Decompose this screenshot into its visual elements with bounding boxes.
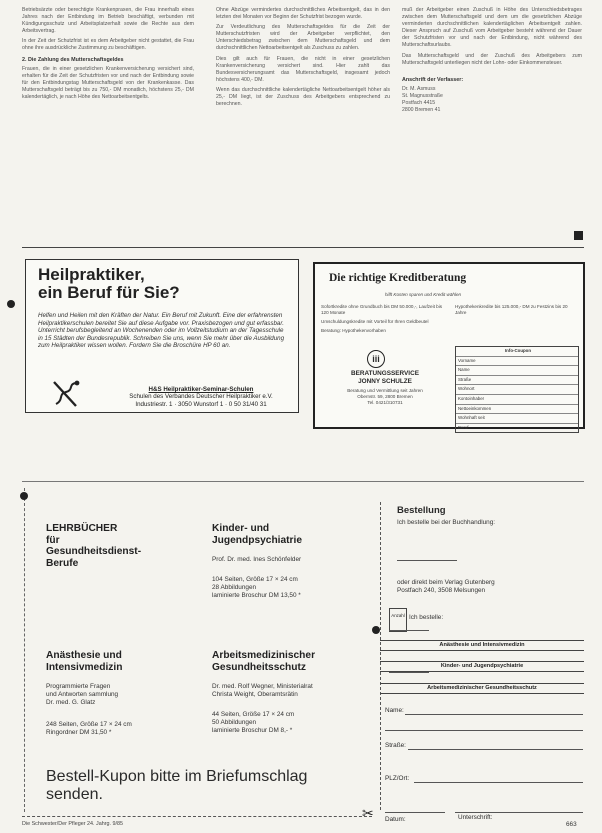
ad-kredit-company: BERATUNGSSERVICE JONNY SCHULZE — [351, 370, 419, 385]
page-number: 663 — [566, 821, 577, 828]
qty-box — [389, 608, 407, 632]
order-blank-line — [397, 560, 457, 561]
article-paragraph: muß der Arbeitgeber einen Zuschuß in Höhe des Unterschiedsbetrages zwischen dem Mutterschaftsgeld und dem um die gesetzlichen Abzüge verminderten durchschnittlichen kalendertäglichen Arbeitsentgelt zahlen. Dieser Anspruch auf Zuschuß vom Arbeitgeber besteht während der Dauer der Schutzfristen vor und nach der Entbindung, nicht während des Mutterschaftsurlaubs. — [402, 7, 582, 49]
coupon-note: Bestell-Kupon bitte im Briefumschlag senden. — [46, 768, 308, 803]
ad-heilpraktiker-sender: H&S Heilpraktiker-Seminar-Schulen Schulen des Verbandes Deutscher Heilpraktiker e.V. Industriestr. 1 · 3050 Wunstorf 1 · 0 50 31/40 31 — [129, 386, 273, 408]
punch-hole-bottom-left — [20, 492, 28, 500]
ad-kredit-title: Die richtige Kreditberatung — [329, 272, 467, 284]
order-blank-line — [389, 630, 429, 631]
coupon-row: Nettoeinkommen — [456, 405, 578, 415]
coupon-row: Beruf — [458, 424, 469, 430]
signature-field[interactable] — [455, 812, 583, 813]
plz-ort-field[interactable] — [414, 782, 583, 783]
coupon-row: Kontoinhaber — [456, 395, 578, 405]
middle-divider — [22, 481, 584, 482]
order-blank-line — [389, 672, 429, 673]
article-paragraph: Frauen, die in einer gesetzlichen Krankenversicherung versichert sind, erhalten für die Zeit der Schutzfristen vor und nach der Entbindung sowie für den Entbindungstag Mutterschaftsgeld von der Krankenkasse. Das Mutterschaftsgeld beträgt bis zu 750,- DM monatlich, höchstens 25,- DM kalendertäglich, je nach Höhe des Nettoarbeitsentgelts. — [22, 65, 194, 101]
article-column-3 — [402, 7, 582, 247]
ad-heilpraktiker — [25, 259, 299, 413]
ad-kreditberatung — [313, 262, 585, 429]
article-paragraph: Zur Verdeutlichung des Mutterschaftsgeldes für die Zeit der Mutterschutzfristen wird der Arbeitgeber verpflichtet, den Unterschiedsbetrag zwischen dem Mutterschaftsgeld und dem durchschnittlichen Nettoarbeitsentgelt als Zuschuss zu zahlen. — [216, 24, 390, 52]
footer-dashed-line — [22, 816, 372, 817]
book-anaesthesie: Anästhesie und Intensivmedizin Programmierte Fragen und Antworten sammlung Dr. med. G. Glatz 248 Seiten, Größe 17 × 24 cm Ringordner DM 31,50 * — [46, 650, 132, 736]
ad-kredit-items — [321, 304, 449, 334]
author-line: Dr. M. Asmuss — [402, 85, 436, 92]
street-field[interactable] — [408, 749, 583, 750]
coupon-row: Vorname — [456, 357, 578, 367]
author-line: St. Magnusstraße — [402, 92, 443, 99]
article-paragraph: Dies gilt auch für Frauen, die nicht in einer gesetzlichen Krankenversicherung versichert sind. Hier zahlt das Bundesversicherungsamt das Mutterschaftsgeld, insgesamt jedoch höchstens 400,- DM. — [216, 55, 390, 83]
ad-kredit-item: Beratung: Hypothekenvorhaben — [321, 328, 386, 333]
ad-kredit-coupon — [455, 346, 579, 433]
article-paragraph: Das Mutterschaftsgeld und der Zuschuß des Arbeitgebers zum Mutterschaftsgeld unterliegen nicht der Lohn- oder Einkommensteuer. — [402, 52, 582, 66]
caduceus-icon — [46, 380, 86, 408]
blank-field[interactable] — [385, 730, 583, 731]
order-title: Bestellung — [397, 505, 446, 516]
footer-citation: Die Schwester/Der Pfleger 24. Jahrg. 9/85 — [22, 821, 123, 827]
ad-kredit-item: Umschuldungskredite mit Vorteil für Ihren Geldbeutel — [321, 319, 429, 324]
ad-heilpraktiker-title: Heilpraktiker, ein Beruf für Sie? — [38, 265, 180, 302]
book-series-title: LEHRBÜCHER für Gesundheitsdienst- Berufe — [46, 523, 142, 569]
author-heading: Anschrift der Verfasser: — [402, 76, 464, 83]
order-request: Ich bestelle: — [409, 614, 444, 621]
signature-label: Unterschrift: — [458, 814, 493, 821]
article-paragraph: Wenn das durchschnittliche kalendertägliche Nettoarbeitsentgelt höher als 25,- DM liegt, ist der Zuschuss des Arbeitgebers entsprechend zu berechnen. — [216, 86, 390, 108]
order-line-3: Postfach 240, 3508 Melsungen — [397, 587, 486, 594]
punch-hole-order — [372, 626, 380, 634]
article-column-1 — [22, 7, 194, 247]
article-subheading: 2. Die Zahlung des Mutterschaftsgeldes — [22, 56, 124, 63]
cut-line-left — [24, 488, 26, 812]
coupon-row: Straße — [456, 376, 578, 386]
ad-kredit-item: Hypothekenkredite bis 125.000,- DM zu Festzins bis 20 Jahre — [455, 304, 568, 315]
coupon-row: Wohnhaft seit — [456, 414, 578, 424]
book-kinderpsychiatrie: Kinder- und Jugendpsychiatrie Prof. Dr. med. Ines Schönfelder 104 Seiten, Größe 17 × 24 cm 28 Abbildungen laminierte Broschur DM 13,50 * — [212, 523, 303, 599]
date-label: Datum: — [385, 816, 406, 823]
plz-ort-label: PLZ/Ort: — [385, 775, 410, 782]
coupon-row: Name — [456, 366, 578, 376]
date-field[interactable] — [385, 812, 445, 813]
top-divider — [22, 247, 584, 248]
order-line-2: oder direkt beim Verlag Gutenberg — [397, 579, 495, 586]
author-line: 2800 Bremen 41 — [402, 107, 441, 114]
ad-kredit-subtitle: hilft Kosten sparen und Kredit wählen — [385, 292, 462, 297]
qty-label: Anzahl — [391, 613, 405, 618]
name-label: Name: — [385, 707, 404, 714]
order-line-1: Ich bestelle bei der Buchhandlung: — [397, 519, 496, 526]
article-paragraph: In der Zeit der Schutzfrist ist es dem Arbeitgeber nicht gestattet, die Frau ohne ihre ausdrückliche Zustimmung zu beschäftigen. — [22, 38, 194, 52]
coupon-title: Info-Coupon — [456, 347, 578, 357]
order-item-kinderpsychiatrie[interactable]: Kinder- und Jugendpsychiatrie — [380, 661, 584, 672]
street-label: Straße: — [385, 742, 406, 749]
bank-logo-icon: iii — [367, 350, 385, 368]
coupon-row: Wohnort — [456, 385, 578, 395]
scissors-icon: ✂ — [362, 805, 374, 821]
article-paragraph: Betriebsärzte oder berechtigte Krankenpraxen, die Frau innerhalb eines Jahres nach der Entbindung im Betrieb beschäftigt, verbunden mit Kündigungsschutz und Arbeitsplatzerhalt sowie die Rechte aus dem Arbeitsvertrag. — [22, 7, 194, 35]
ad-kredit-item: Sofortkredite ohne Grundbuch bis DM 50.000,-, Laufzeit bis 120 Monate — [321, 304, 443, 315]
punch-hole-left — [7, 300, 15, 308]
name-field[interactable] — [405, 714, 583, 715]
author-line: Postfach 4415 — [402, 100, 436, 107]
ad-heilpraktiker-body: Helfen und Heilen mit den Kräften der Natur. Ein Beruf mit Zukunft. Eine der erfahrensten Heilpraktikerschulen bereitet Sie auf diese Aufgabe vor. Praxisbezogen und gut erfassbar. Unterricht berufsbegleitend an Wochenenden oder im Vollzeitstudium an der Tagesschule in 15 Städten der Bundesrepublik. Schreiben Sie uns, wenn Sie mehr über die Ausbildung zum Heilpraktiker wissen wollen. Fordern Sie die Broschüre HP 60 an. — [38, 312, 285, 350]
order-item-anaesthesie[interactable]: Anästhesie und Intensivmedizin — [380, 640, 584, 651]
end-mark-square — [574, 231, 583, 240]
book-arbeitsmedizin: Arbeitsmedizinischer Gesundheitsschutz Dr. med. Rolf Wegner, Ministerialrat Christa Weight, Oberamtsrätin 44 Seiten, Größe 17 × 24 cm 50 Abbildungen laminierte Broschur DM 8,- * — [212, 650, 316, 734]
article-column-2 — [216, 7, 390, 247]
order-item-arbeitsmedizin[interactable]: Arbeitsmedizinischer Gesundheitsschutz — [380, 683, 584, 694]
order-form — [380, 502, 585, 810]
ad-kredit-address: Beratung und Vermittlung seit Jahren Obernstr. 59, 2800 Bremen Tel. 0421/310731 — [347, 388, 423, 405]
article-paragraph: Ohne Abzüge vermindertes durchschnittliches Arbeitsentgelt, das in den letzten drei Monaten vor Beginn der Schutzfrist bezogen wurde. — [216, 7, 390, 21]
